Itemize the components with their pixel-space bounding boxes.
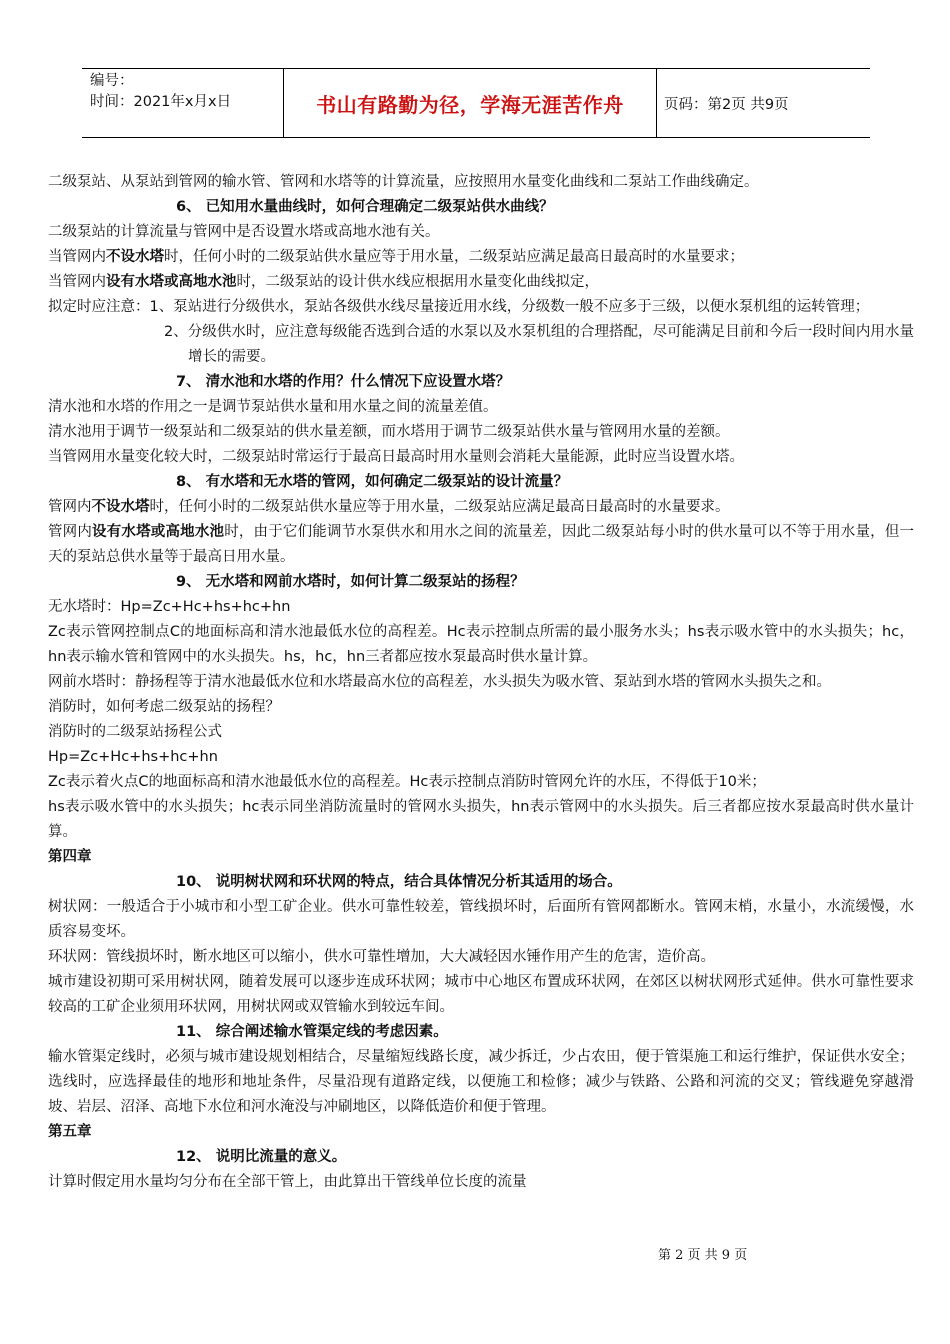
paragraph bbox=[48, 520, 914, 570]
header-page-info: 页码：第2页 共9页 bbox=[664, 96, 789, 113]
paragraph bbox=[48, 495, 914, 520]
paragraph: 消防时的二级泵站扬程公式 bbox=[48, 724, 222, 740]
paragraph: 环状网：管线损坏时，断水地区可以缩小，供水可靠性增加，大大减轻因水锤作用产生的危害，造价高。 bbox=[48, 949, 715, 965]
bold-term: 不设水塔 bbox=[106, 249, 164, 265]
chapter-heading: 第四章 bbox=[48, 849, 92, 865]
header-divider bbox=[656, 69, 657, 137]
paragraph: Zc表示着火点C的地面标高和清水池最低水位的高程差。Hc表示控制点消防时管网允许的水压，不得低于10米； bbox=[48, 774, 766, 790]
page-footer: 第 2 页 共 9 页 bbox=[658, 1248, 748, 1263]
text-span: 时，任何小时的二级泵站供水量应等于用水量，二级泵站应满足最高日最高时的水量要求。 bbox=[149, 499, 730, 515]
text-span: 管网内 bbox=[48, 499, 92, 515]
header-divider bbox=[283, 69, 284, 137]
header-motto: 书山有路勤为径，学海无涯苦作舟 bbox=[316, 92, 624, 117]
paragraph: 消防时，如何考虑二级泵站的扬程？ bbox=[48, 699, 280, 715]
paragraph: 当管网用水量变化较大时，二级泵站时常运行于最高日最高时用水量则会消耗大量能源，此时应当设置水塔。 bbox=[48, 449, 744, 465]
header-meta bbox=[90, 71, 231, 113]
paragraph: 二级泵站的计算流量与管网中是否设置水塔或高地水池有关。 bbox=[48, 224, 440, 240]
paragraph: 树状网：一般适合于小城市和小型工矿企业。供水可靠性较差，管线损坏时，后面所有管网都断水。管网末梢，水量小，水流缓慢，水质容易变坏。 bbox=[48, 899, 914, 940]
number-label: 编号： bbox=[90, 73, 134, 89]
paragraph: 输水管渠定线时，必须与城市建设规划相结合，尽量缩短线路长度，减少拆迁，少占农田，便于管渠施工和运行维护，保证供水安全；选线时，应选择最佳的地形和地址条件，尽量沿现有道路定线，以便施工和检修；减少与铁路、公路和河流的交叉；管线避免穿越滑坡、岩层、沼泽、高地下水位和河水淹没与冲刷地区，以降低造价和便于管理。 bbox=[48, 1049, 914, 1115]
question-heading: 9、 无水塔和网前水塔时，如何计算二级泵站的扬程？ bbox=[176, 574, 525, 590]
bold-term: 设有水塔或高地水池 bbox=[92, 524, 225, 540]
paragraph: 二级泵站、从泵站到管网的输水管、管网和水塔等的计算流量，应按照用水量变化曲线和二泵站工作曲线确定。 bbox=[48, 174, 759, 190]
text-span: 管网内 bbox=[48, 524, 93, 540]
page-header bbox=[82, 68, 870, 138]
paragraph: 计算时假定用水量均匀分布在全部干管上，由此算出干管线单位长度的流量 bbox=[48, 1174, 527, 1190]
time-label: 时间：2021年x月x日 bbox=[90, 94, 232, 110]
question-heading: 11、 综合阐述输水管渠定线的考虑因素。 bbox=[176, 1024, 448, 1040]
paragraph: 无水塔时：Hp=Zc+Hc+hs+hc+hn bbox=[48, 599, 291, 615]
paragraph: 清水池和水塔的作用之一是调节泵站供水量和用水量之间的流量差值。 bbox=[48, 399, 498, 415]
formula: Hp=Zc+Hc+hs+hc+hn bbox=[48, 749, 218, 765]
paragraph bbox=[48, 270, 914, 295]
question-heading: 10、 说明树状网和环状网的特点，结合具体情况分析其适用的场合。 bbox=[176, 874, 622, 890]
paragraph: Zc表示管网控制点C的地面标高和清水池最低水位的高程差。Hc表示控制点所需的最小服务水头；hs表示吸水管中的水头损失；hc，hn表示输水管和管网中的水头损失。hs，hc，hn三者都应按水泵最高时供水量计算。 bbox=[48, 624, 914, 665]
paragraph: 网前水塔时：静扬程等于清水池最低水位和水塔最高水位的高程差，水头损失为吸水管、泵站到水塔的管网水头损失之和。 bbox=[48, 674, 831, 690]
text-span: 当管网内 bbox=[48, 274, 106, 290]
chapter-heading: 第五章 bbox=[48, 1124, 92, 1140]
question-heading: 8、 有水塔和无水塔的管网，如何确定二级泵站的设计流量？ bbox=[176, 474, 569, 490]
question-heading: 7、 清水池和水塔的作用？什么情况下应设置水塔？ bbox=[176, 374, 511, 390]
paragraph bbox=[48, 245, 914, 270]
text-span: 时，由于它们能调节水泵供水和用水之间的流量差，因此二级泵站每小时的供水量可以不等于用水量，但一天的泵站总供水量等于最高日用水量。 bbox=[48, 524, 915, 565]
text-span: 当管网内 bbox=[48, 249, 106, 265]
question-heading: 6、 已知用水量曲线时，如何合理确定二级泵站供水曲线？ bbox=[176, 199, 554, 215]
bold-term: 设有水塔或高地水池 bbox=[106, 274, 237, 290]
text-span: 时，任何小时的二级泵站供水量应等于用水量，二级泵站应满足最高日最高时的水量要求； bbox=[164, 249, 744, 265]
list-item: 2、分级供水时，应注意每级能否选到合适的水泵以及水泵机组的合理搭配，尽可能满足目前和今后一段时间内用水量增长的需要。 bbox=[164, 324, 914, 365]
bold-term: 不设水塔 bbox=[91, 499, 150, 515]
question-heading: 12、 说明比流量的意义。 bbox=[176, 1149, 347, 1165]
paragraph: 清水池用于调节一级泵站和二级泵站的供水量差额，而水塔用于调节二级泵站供水量与管网用水量的差额。 bbox=[48, 424, 730, 440]
document-body bbox=[48, 170, 914, 1195]
paragraph: hs表示吸水管中的水头损失；hc表示同坐消防流量时的管网水头损失，hn表示管网中的水头损失。后三者都应按水泵最高时供水量计算。 bbox=[48, 799, 914, 840]
text-span: 时，二级泵站的设计供水线应根据用水量变化曲线拟定， bbox=[236, 274, 599, 290]
list-item: 拟定时应注意：1、泵站进行分级供水，泵站各级供水线尽量接近用水线，分级数一般不应多于三级，以便水泵机组的运转管理； bbox=[48, 299, 870, 315]
paragraph: 城市建设初期可采用树状网，随着发展可以逐步连成环状网；城市中心地区布置成环状网，在郊区以树状网形式延伸。供水可靠性要求较高的工矿企业须用环状网，用树状网或双管输水到较远车间。 bbox=[48, 974, 914, 1015]
